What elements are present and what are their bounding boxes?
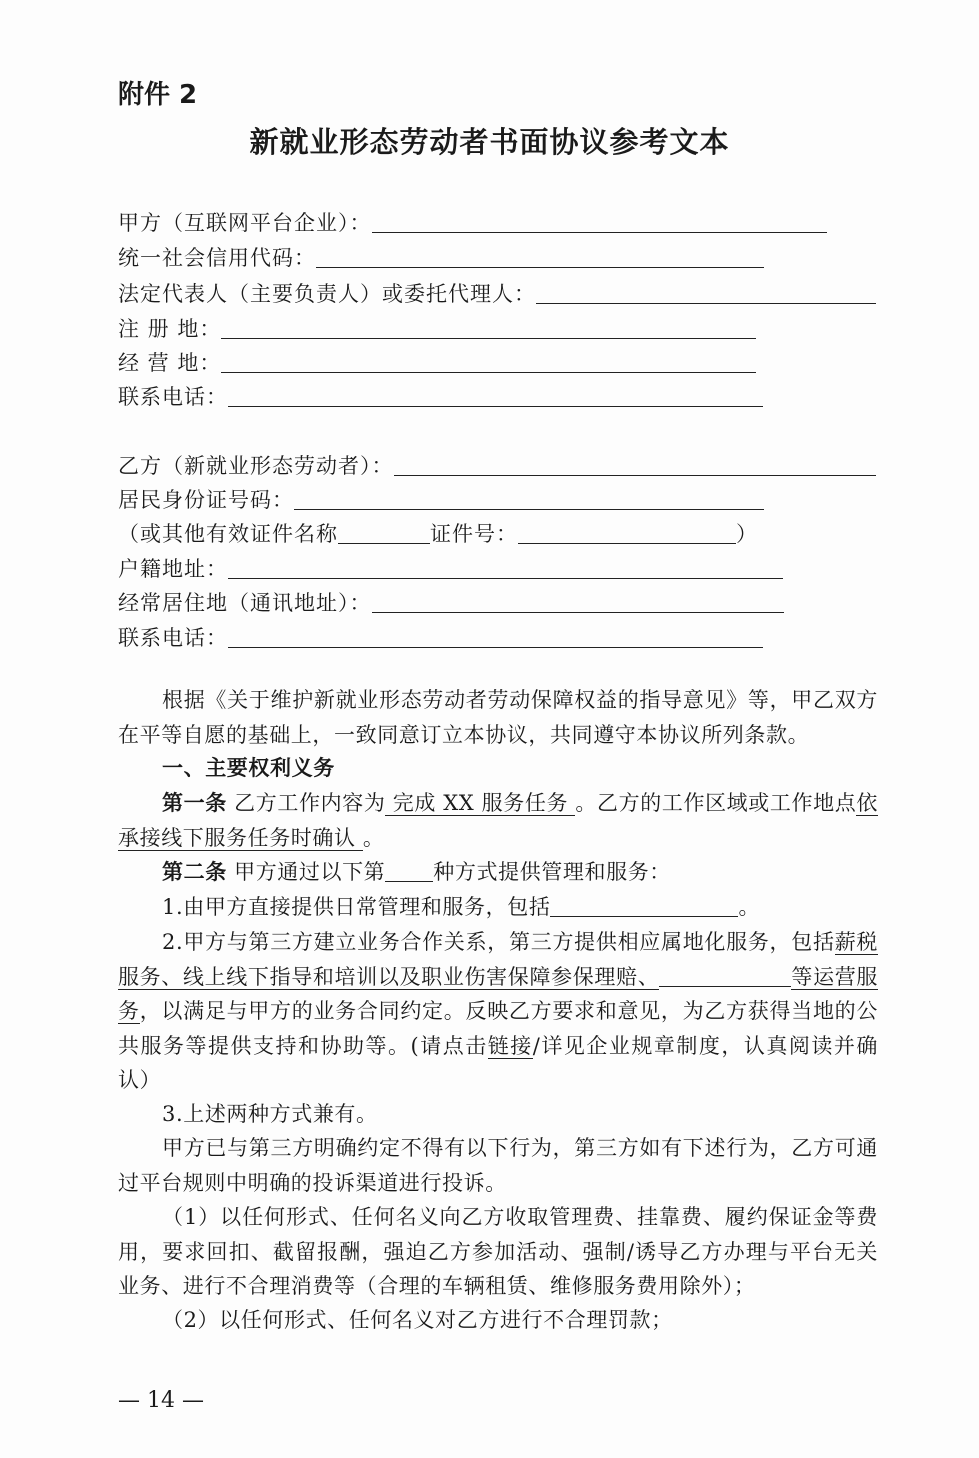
third-party-services-filled[interactable]: 薪税服务、线上线下指导和培训以及职业伤害保障参保理赔、 bbox=[118, 930, 878, 989]
method-number-blank[interactable] bbox=[385, 861, 433, 882]
third-party-services-blank[interactable] bbox=[659, 966, 791, 987]
party-b-phone-field bbox=[118, 620, 763, 652]
credit-code-blank[interactable] bbox=[316, 245, 764, 268]
biz-address-blank[interactable] bbox=[221, 350, 756, 373]
intro-paragraph: 根据《关于维护新就业形态劳动者劳动保障权益的指导意见》等，甲乙双方在平等自愿的基础上，一致同意订立本协议，共同遵守本协议所列条款。 bbox=[118, 688, 878, 747]
field-label: 注 册 地： bbox=[118, 317, 222, 341]
section-heading: 一、主要权利义务 bbox=[162, 756, 335, 780]
item-2-text: 2.甲方与第三方建立业务合作关系，第三方提供相应属地化服务，包括 bbox=[162, 930, 835, 954]
item-1-text: 1.由甲方直接提供日常管理和服务，包括 bbox=[162, 895, 551, 919]
item-2 bbox=[118, 925, 878, 1098]
item-1-text: 。 bbox=[738, 895, 761, 919]
household-blank[interactable] bbox=[228, 556, 783, 579]
party-b-name-blank[interactable] bbox=[394, 453, 876, 476]
reg-address-field bbox=[118, 311, 756, 343]
field-label: 证件号： bbox=[430, 522, 518, 546]
credit-code-field bbox=[118, 240, 764, 272]
operation-services-filled[interactable]: 等运营服务 bbox=[118, 964, 878, 1023]
article-2 bbox=[118, 855, 878, 890]
legal-rep-field bbox=[118, 276, 876, 308]
article-2-heading: 第二条 bbox=[162, 860, 227, 884]
article-1-heading: 第一条 bbox=[162, 791, 227, 815]
field-label: 联系电话： bbox=[118, 626, 228, 650]
field-label: 甲方（互联网平台企业）： bbox=[118, 211, 372, 235]
biz-address-field bbox=[118, 345, 756, 377]
residence-blank[interactable] bbox=[372, 590, 784, 613]
field-label: ） bbox=[736, 522, 758, 546]
household-field bbox=[118, 551, 783, 583]
attachment-label: 附件 2 bbox=[118, 80, 198, 110]
item-2-text: ，以满足与甲方的业务合同约定。反映乙方要求和意见，为乙方获得当地的公共服务等提供支持和协助等。(请点击 bbox=[118, 999, 878, 1058]
document-title: 新就业形态劳动者书面协议参考文本 bbox=[249, 125, 730, 159]
party-a-name-blank[interactable] bbox=[372, 210, 827, 233]
party-a-phone-blank[interactable] bbox=[228, 384, 763, 407]
clause-1: （1）以任何形式、任何名义向乙方收取管理费、挂靠费、履约保证金等费用，要求回扣、截留报酬，强迫乙方参加活动、强制/诱导乙方办理与平台无关业务、进行不合理消费等（合理的车辆租赁、维修服务费用除外）； bbox=[118, 1205, 878, 1298]
clause-2: （2）以任何形式、任何名义对乙方进行不合理罚款； bbox=[162, 1308, 673, 1332]
field-label: 统一社会信用代码： bbox=[118, 246, 316, 270]
other-id-name-blank[interactable] bbox=[338, 521, 430, 544]
item-3: 3.上述两种方式兼有。 bbox=[162, 1102, 378, 1126]
field-label: 经 营 地： bbox=[118, 351, 222, 375]
item-1-blank[interactable] bbox=[550, 896, 738, 917]
article-1-text: 。乙方的工作区域或工作地点 bbox=[575, 791, 857, 815]
field-label: 法定代表人（主要负责人）或委托代理人： bbox=[118, 282, 536, 306]
regulations-link[interactable]: 链接 bbox=[487, 1033, 533, 1058]
residence-field bbox=[118, 585, 784, 617]
party-b-name-field bbox=[118, 448, 876, 480]
field-label: 联系电话： bbox=[118, 385, 228, 409]
item-1 bbox=[118, 890, 878, 925]
party-b-phone-blank[interactable] bbox=[228, 625, 763, 648]
article-1-text: 乙方工作内容为 bbox=[226, 791, 386, 815]
field-label: （或其他有效证件名称 bbox=[118, 522, 338, 546]
reg-address-blank[interactable] bbox=[221, 316, 756, 339]
legal-rep-blank[interactable] bbox=[536, 281, 876, 304]
article-1-text: 。 bbox=[362, 825, 385, 850]
field-label: 乙方（新就业形态劳动者）： bbox=[118, 454, 394, 478]
party-a-phone-field bbox=[118, 379, 763, 411]
work-content-filled[interactable]: 完成 XX 服务任务 bbox=[385, 791, 576, 815]
article-1 bbox=[118, 786, 878, 855]
other-id-field bbox=[118, 516, 758, 548]
id-number-blank[interactable] bbox=[294, 487, 764, 510]
article-2-text: 种方式提供管理和服务： bbox=[433, 860, 671, 884]
article-2-text: 甲方通过以下第 bbox=[226, 860, 386, 884]
work-location-filled[interactable]: 依承接线下服务任务时确认 bbox=[118, 791, 878, 850]
other-id-number-blank[interactable] bbox=[518, 521, 736, 544]
id-number-field bbox=[118, 482, 764, 514]
field-label: 户籍地址： bbox=[118, 557, 228, 581]
field-label: 居民身份证号码： bbox=[118, 488, 294, 512]
item-2-text: /详见企业规章制度，认真阅读并确认） bbox=[118, 1033, 878, 1092]
party-a-name-field bbox=[118, 205, 827, 237]
field-label: 经常居住地（通讯地址）： bbox=[118, 591, 372, 615]
page-number: — 14 — bbox=[118, 1388, 204, 1413]
third-party-paragraph: 甲方已与第三方明确约定不得有以下行为，第三方如有下述行为，乙方可通过平台规则中明确的投诉渠道进行投诉。 bbox=[118, 1136, 878, 1195]
